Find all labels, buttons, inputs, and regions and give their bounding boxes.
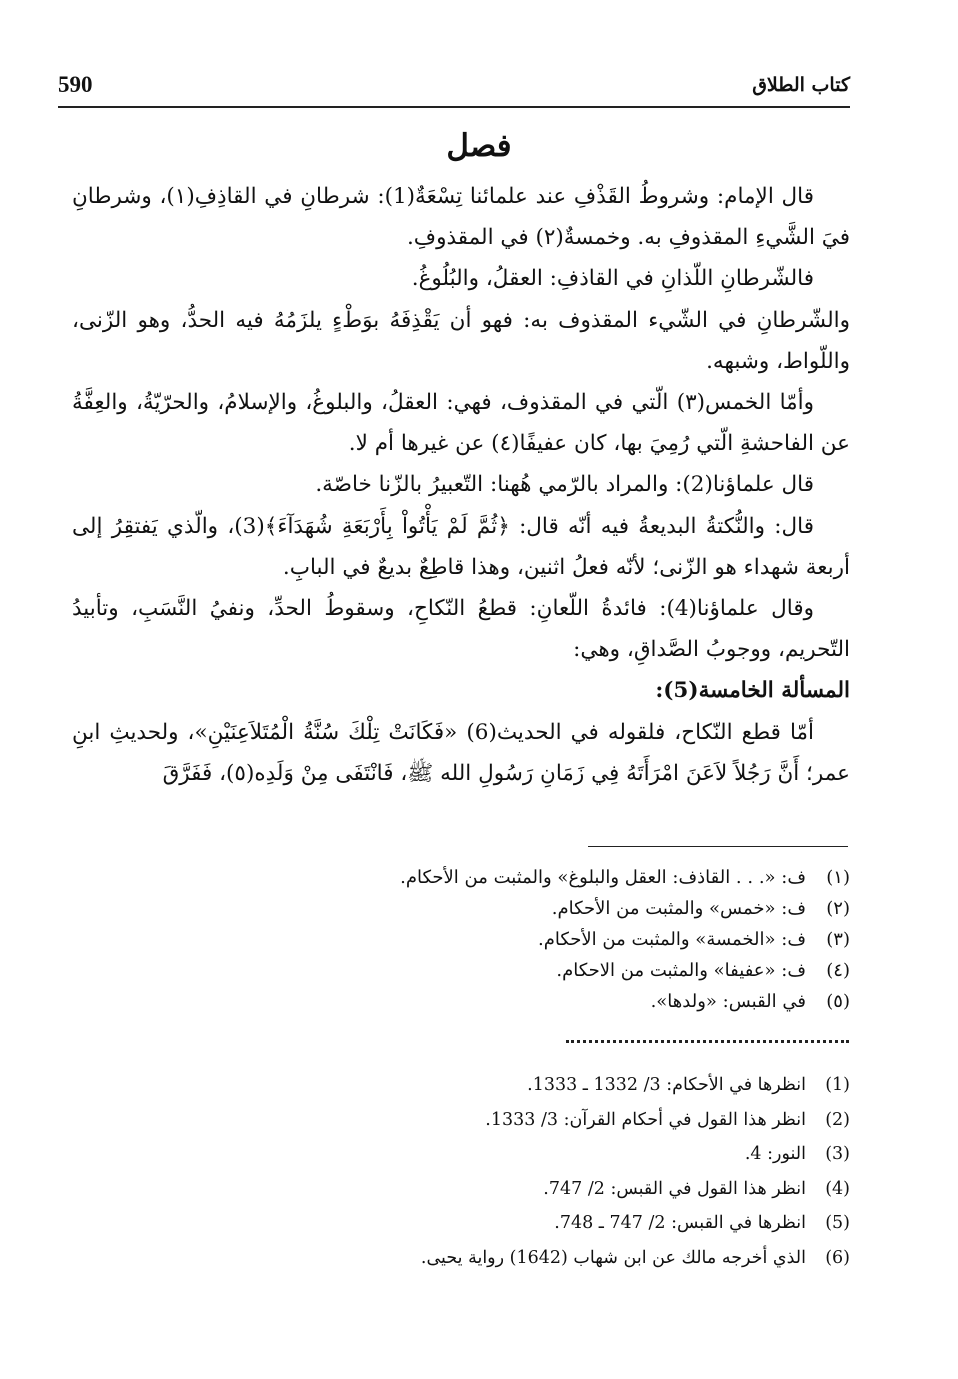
footnote-number: (1)	[825, 1075, 850, 1095]
footnote-number: (5)	[825, 1213, 850, 1233]
footnote-number: (٤)	[826, 960, 850, 981]
running-header	[58, 72, 850, 108]
footnote-text: انظرها في القبس: 2/ 747 ـ 748.	[554, 1213, 806, 1233]
footnote	[300, 893, 850, 924]
footnote-text: ف: «الخمسة» والمثبت من الأحكام.	[537, 929, 806, 950]
footnote-number: (4)	[825, 1178, 850, 1199]
paragraph: والشّرطانِ في الشّيء المقذوف به: فهو أن يَقْذِفَهُ بوَطْءٍ يلزَمُهُ فيه الحدُّ، وهو الزّنى، واللّواط، وشبهه.	[72, 307, 850, 374]
footnote	[300, 1172, 850, 1207]
footnote-number: (٢)	[826, 898, 850, 919]
footnote-text: النور: 4.	[744, 1144, 806, 1164]
footnote-separator	[588, 846, 848, 847]
section-title: فصل	[446, 128, 512, 164]
footnote-number: (6)	[825, 1247, 850, 1268]
footnote-text: انظر هذا القول في أحكام القرآن: 3/ 1333.	[485, 1109, 806, 1130]
footnote	[300, 1206, 850, 1241]
footnote	[300, 1137, 850, 1172]
paragraph: قال الإمام: وشروطُ القَذْفِ عند علمائنا تِسْعَةٌ(1): شرطانِ في القاذِفِ(١)، وشرطانِ فيَ الشَّيءِ المقذوفِ به. وخمسةٌ(٢) في المقذوفِ.	[72, 184, 850, 251]
footnote-number: (٥)	[826, 991, 850, 1012]
footnote	[300, 1241, 850, 1276]
paragraph: وأمّا الخمس(٣) الّتي في المقذوف، فهي: العقلُ، والبلوغُ، والإسلامُ، والحرّيّةُ، والعِفَّةُ عن الفاحشةِ الّتي رُمِيَ بها، كان عفيفًا(٤) عن غيرها أم لا.	[72, 390, 850, 457]
footnote-number: (2)	[825, 1109, 850, 1130]
footnote-text: ف: «. . . القاذف: العقل والبلوغ» والمثبت من الأحكام.	[400, 867, 806, 888]
editor-footnotes	[300, 862, 850, 1017]
paragraph: فالشّرطانِ اللّذانِ في القاذفِ: العقلُ، والبُلُوغُ.	[411, 266, 814, 292]
footnote-text: في القبس: «ولدها».	[650, 991, 806, 1012]
footnote-text: ف: «خمس» والمثبت من الأحكام.	[551, 898, 806, 919]
paragraph: قال: والنُّكتةُ البديعةُ فيه أنّه قال: ﴿ثُمَّ لَمْ يَأْتُواْ بِأَرْبَعَةِ شُهَدَآءَ﴾(3)، والّذي يَفتقِرُ إلى أربعة شهداء هو الزّنى؛ لأنّه فعلُ اثنين، وهذا قاطِعٌ بديعٌ في البابِ.	[72, 513, 850, 580]
footnote	[300, 1068, 850, 1103]
footnote	[300, 955, 850, 986]
footnote-number: (3)	[825, 1144, 850, 1164]
footnote-text: انظر هذا القول في القبس: 2/ 747.	[543, 1178, 806, 1199]
page-number: 590	[58, 72, 93, 97]
footnote-number: (١)	[826, 867, 850, 888]
paragraph: وقال علماؤنا(4): فائدةُ اللّعانِ: قطعُ النّكاحِ، وسقوطُ الحدِّ، ونفيُ النَّسَبِ، وتأبيدُ التّحريم، ووجوبُ الصَّداقِ، وهي:	[72, 596, 850, 663]
footnote	[300, 862, 850, 893]
paragraph: قال علماؤنا(2): والمراد بالرّمي هُهنا: التّعبيرُ بالزّنا خاصّة.	[315, 472, 814, 498]
main-text	[72, 176, 850, 794]
issue-heading: المسألة الخامسة(5):	[655, 678, 850, 704]
source-footnotes	[300, 1068, 850, 1275]
footnote	[300, 986, 850, 1017]
footnote	[300, 924, 850, 955]
book-title: كتاب الطلاق	[752, 74, 850, 96]
footnote	[300, 1103, 850, 1138]
dotted-separator	[566, 1040, 849, 1043]
paragraph: أمّا قطع النّكاح، فلقوله في الحديث(6) «فَكَانَتْ تِلْكَ سُنَّةُ الْمُتَلاَعِنَيْنِ»، ولحديثِ ابنِ عمر؛ أَنَّ رَجُلاً لاَعَنَ امْرَأَتَهُ فِي زَمَانِ رَسُولِ الله ﷺ، فَانْتَفَى مِنْ وَلَدِه(٥)، فَفَرَّقَ	[72, 719, 850, 786]
footnote-text: انظرها في الأحكام: 3/ 1332 ـ 1333.	[527, 1075, 806, 1095]
footnote-number: (٣)	[826, 929, 850, 950]
footnote-text: ف: «عفيفا» والمثبت من الاحكام.	[556, 960, 806, 981]
footnote-text: الذي أخرجه مالك عن ابن شهاب (1642) رواية يحيى.	[420, 1247, 806, 1268]
